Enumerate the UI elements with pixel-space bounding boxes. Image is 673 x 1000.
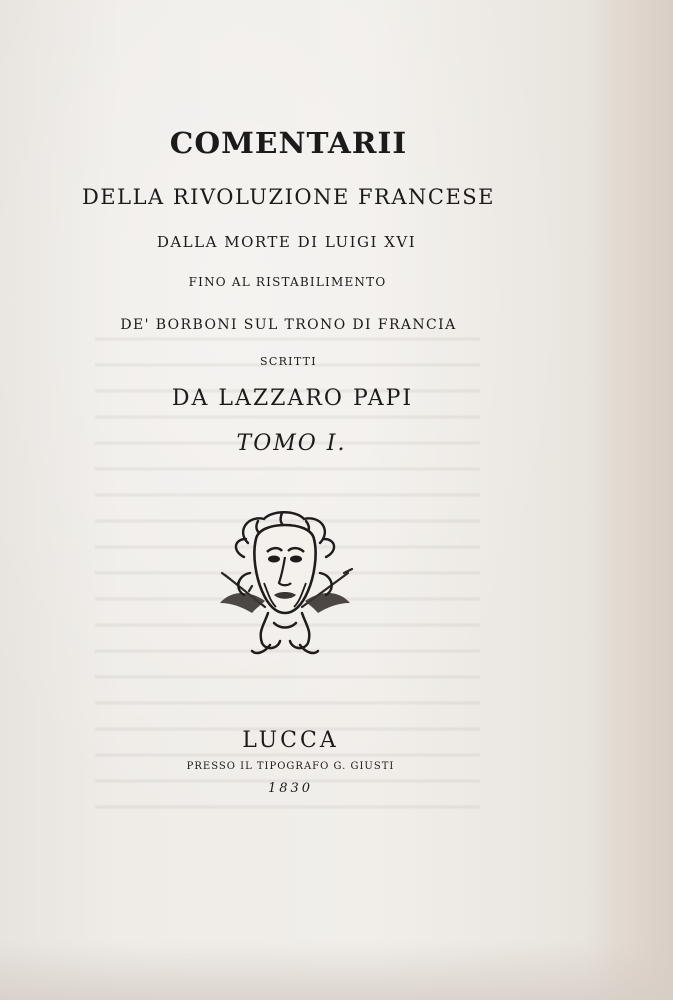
written-label: SCRITTI — [260, 355, 317, 368]
subtitle-line-4: DE' BORBONI SUL TRONO DI FRANCIA — [120, 317, 457, 333]
medusa-head-ornament-icon — [210, 505, 360, 660]
page-bottom-shadow — [0, 940, 673, 1000]
subtitle-line-2: DALLA MORTE DI LUIGI XVI — [156, 233, 417, 251]
book-title: COMENTARII — [169, 126, 408, 160]
volume-line: TOMO I. — [236, 431, 347, 456]
subtitle-line-3: FINO AL RISTABILIMENTO — [188, 275, 387, 289]
subtitle-line-1: DELLA RIVOLUZIONE FRANCESE — [81, 185, 496, 209]
printer-line: PRESSO IL TIPOGRAFO G. GIUSTI — [186, 761, 395, 772]
city-line: LUCCA — [242, 728, 339, 753]
year-line: 1830 — [267, 781, 314, 796]
author-line: DA LAZZARO PAPI — [171, 386, 414, 411]
